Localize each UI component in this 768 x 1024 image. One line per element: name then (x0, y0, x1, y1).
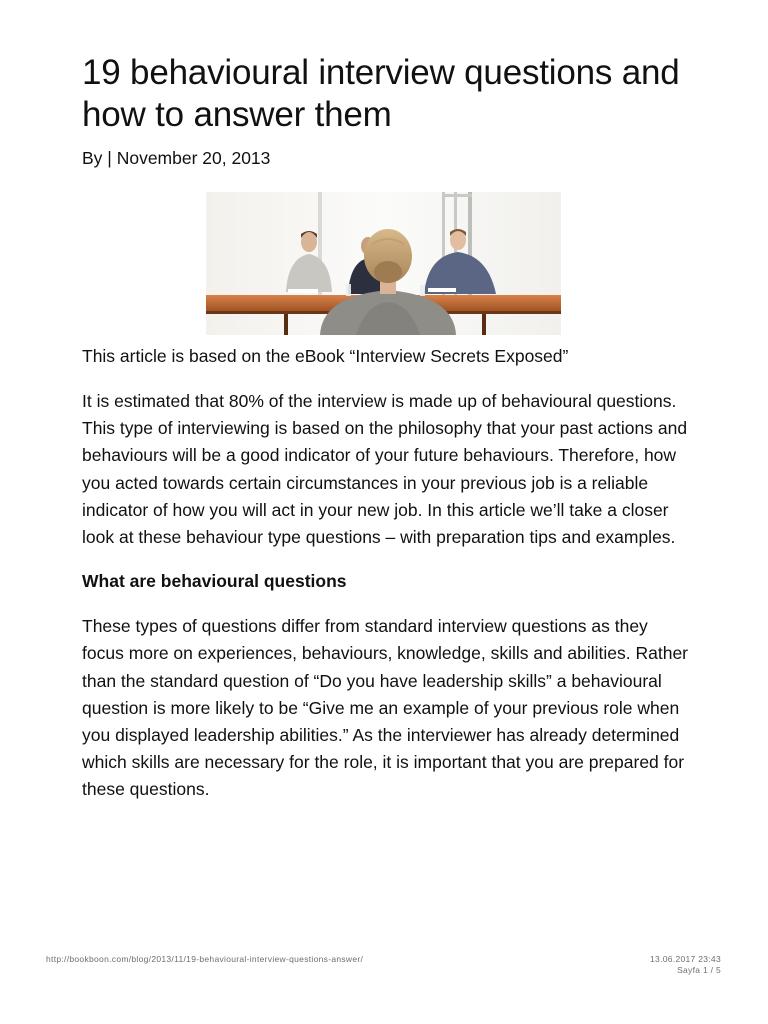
section-heading: What are behavioural questions (82, 571, 347, 592)
article-title: 19 behavioural interview questions and how to answer them (82, 53, 680, 134)
lead-paragraph: This article is based on the eBook “Interview Secrets Exposed” (82, 346, 569, 366)
body-paragraph-2: These types of questions differ from standard interview questions as they focus more on experiences, behaviours, knowledge, skills and abilities. Rather than the standard question of “Do you have leadership skills” a behavioural question is more likely to be “Give me an example of your previous role when you displayed leadership abilities.” As the interviewer has already determined which skills are necessary for the role, it is important that you are prepared for these questions. (82, 616, 689, 800)
article (82, 52, 692, 804)
article-byline: By | November 20, 2013 (82, 148, 271, 168)
footer-page-number: Sayfa 1 / 5 (677, 965, 721, 975)
footer-url: http://bookboon.com/blog/2013/11/19-behavioural-interview-questions-answer/ (46, 954, 364, 964)
footer-meta (650, 954, 721, 976)
body-paragraph-1: It is estimated that 80% of the interview is made up of behavioural questions. This type of interviewing is based on the philosophy that your past actions and behaviours will be a good indicator of your future behaviours. Therefore, how you acted towards certain circumstances in your previous job is a reliable indicator of how you will act in your new job. In this article we’ll take a closer look at these behaviour type questions – with preparation tips and examples. (82, 391, 688, 548)
footer-timestamp: 13.06.2017 23:43 (650, 954, 721, 964)
interview-photo (206, 192, 561, 335)
